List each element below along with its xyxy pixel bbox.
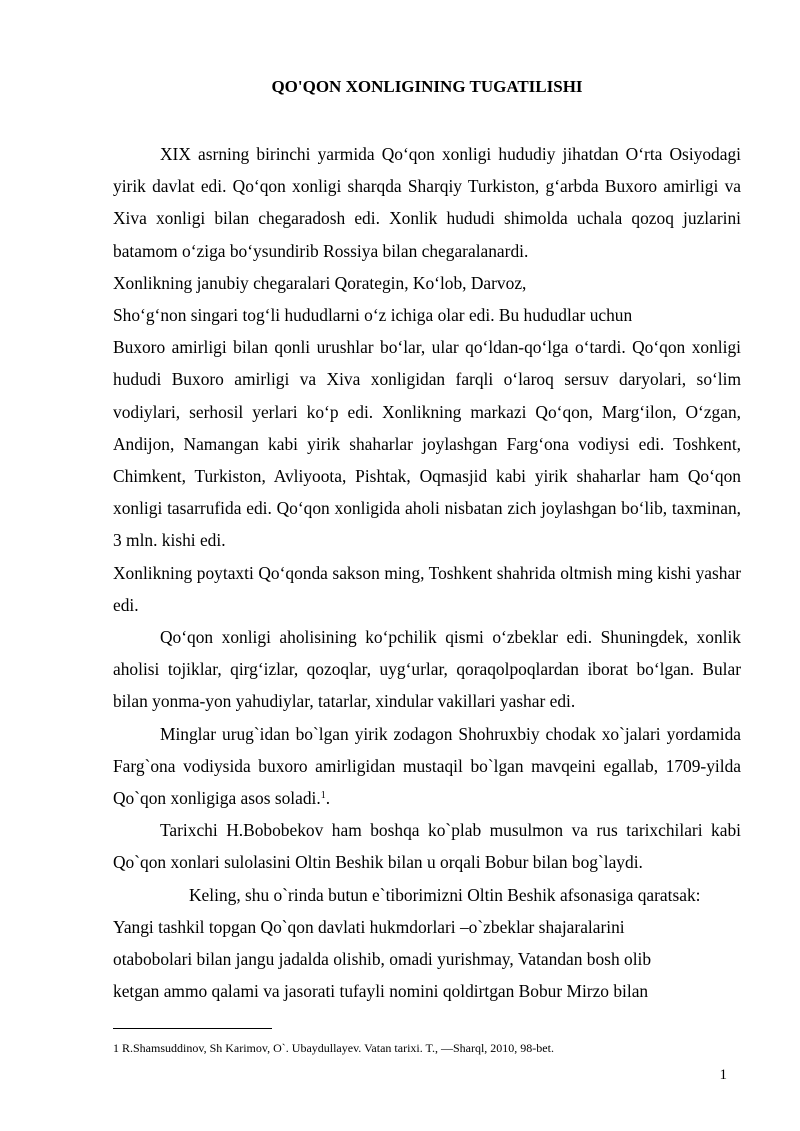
paragraph-text: Minglar urug`idan bo`lgan yirik zodagon Shohruxbiy chodak xo`jalari yordamida Farg`ona vodiysida buxoro amirligidan mustaqil bo`lgan mavqeini egallab, 1709-yilda Qo`qon xonligiga asos soladi. <box>113 723 741 809</box>
paragraph: Qo‘qon xonligi aholisining ko‘pchilik qismi o‘zbeklar edi. Shuningdek, xonlik aholisi tojiklar, qirg‘izlar, qozoqlar, uyg‘urlar, qoraqolpoqlardan iborat bo‘lgan. Bular bilan yonma-yon yahudiylar, tatarlar, xindular vakillari yashar edi. <box>113 627 741 712</box>
paragraph: Keling, shu o`rinda butun e`tiborimizni Oltin Beshik afsonasiga qaratsak: <box>189 884 701 905</box>
footnote-reference[interactable]: 1 <box>320 790 326 802</box>
paragraph-tail: . <box>325 788 331 809</box>
paragraph: XIX asrning birinchi yarmida Qo‘qon xonligi hududiy jihatdan O‘rta Osiyodagi yirik davlat edi. Qo‘qon xonligi sharqda Sharqiy Turkiston, g‘arbda Buxoro amirligi va Xiva xonligi bilan chegaradosh edi. Xonlik hududi shimolda uchala qozoq juzlarini batamom o‘ziga bo‘ysundirib Rossiya bilan chegaralanardi. <box>113 144 741 261</box>
text-line: ketgan ammo qalami va jasorati tufayli nomini qoldirtgan Bobur Mirzo bilan <box>113 981 649 1002</box>
paragraph: Tarixchi H.Bobobekov ham boshqa ko`plab musulmon va rus tarixchilari kabi Qo`qon xonlari sulolasini Oltin Beshik bilan u orqali Bobur bilan bog`laydi. <box>113 820 741 873</box>
footnote-separator <box>113 1028 272 1029</box>
paragraph: Buxoro amirligi bilan qonli urushlar bo‘lar, ular qo‘ldan-qo‘lga o‘tardi. Qo‘qon xonligi hududi Buxoro amirligi va Xiva xonligidan farqli o‘laroq sersuv daryolari, so‘lim vodiylari, serhosil yerlari ko‘p edi. Xonlikning markazi Qo‘qon, Marg‘ilon, O‘zgan, Andijon, Namangan kabi yirik shaharlar joylashgan Farg‘ona vodiysi edi. Toshkent, Chimkent, Turkiston, Avliyoota, Pishtak, Oqmasjid kabi yirik shaharlar ham Qo‘qon xonligi tasarrufida edi. Qo‘qon xonligida aholi nisbatan zich joylashgan bo‘lib, taxminan, 3 mln. kishi edi. <box>113 337 741 551</box>
text-line: Yangi tashkil topgan Qo`qon davlati hukmdorlari –o`zbeklar shajaralarini <box>113 916 625 937</box>
paragraph: Xonlikning poytaxti Qo‘qonda sakson ming, Toshkent shahrida oltmish ming kishi yashar edi. <box>113 562 741 615</box>
page-number: 1 <box>719 1067 727 1083</box>
text-line: Sho‘g‘non singari tog‘li hududlarni o‘z ichiga olar edi. Bu hududlar uchun <box>113 305 633 326</box>
text-line: Xonlikning janubiy chegaralari Qorategin, Ko‘lob, Darvoz, <box>113 272 527 293</box>
document-title: QO'QON XONLIGINING TUGATILISHI <box>271 77 583 96</box>
document-body <box>113 138 741 1007</box>
text-line: otabobolari bilan jangu jadalda olishib, omadi yurishmay, Vatandan bosh olib <box>113 949 652 970</box>
paragraph-with-footnote <box>113 718 741 815</box>
footnote: 1 R.Shamsuddinov, Sh Karimov, O`. Ubaydullayev. Vatan tarixi. T., —Sharql, 2010, 98-bet. <box>113 1041 554 1055</box>
